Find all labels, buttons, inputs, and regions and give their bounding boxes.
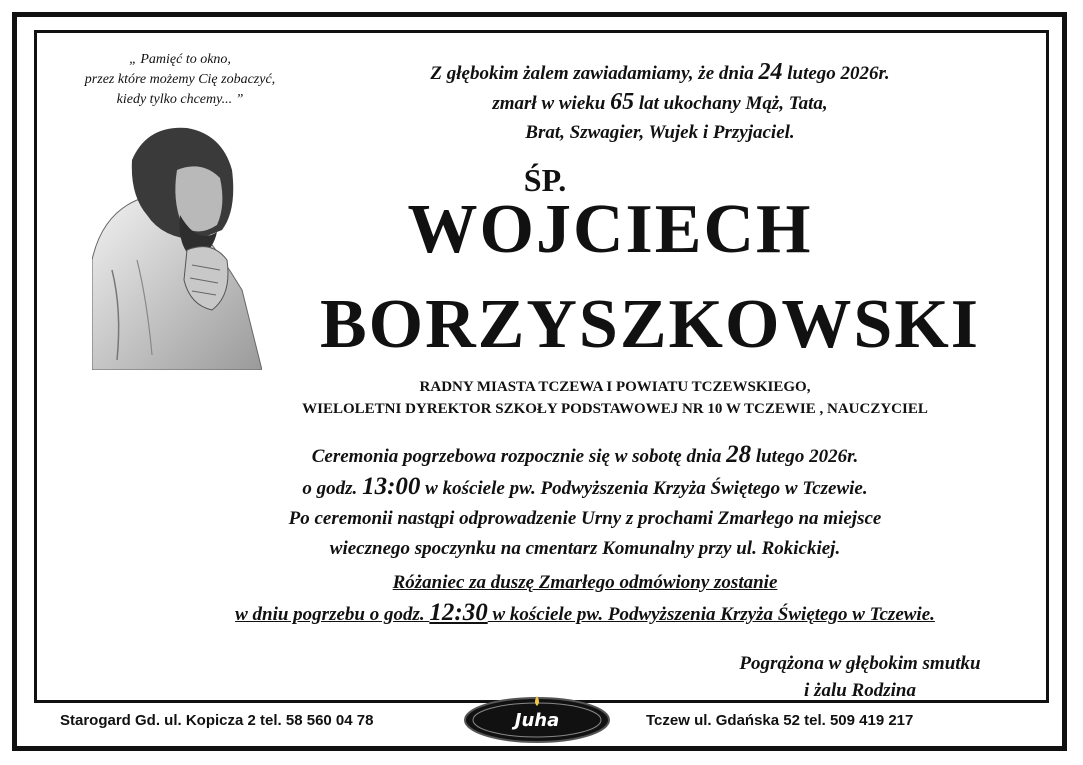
intro-text: Z głębokim żalem zawiadamiamy, że dnia <box>430 63 759 84</box>
ceremony-info <box>110 440 1060 564</box>
announcement-intro <box>300 58 1020 147</box>
rosary-line <box>110 568 1060 598</box>
family-line: i żalu Rodzina <box>804 680 916 701</box>
funeral-home-logo <box>462 692 612 744</box>
ceremony-line: Po ceremonii nastąpi odprowadzenie Urny z prochami Zmarłego na miejsce <box>288 508 882 529</box>
intro-text: lat ukochany Mąż, Tata, <box>634 93 828 114</box>
title-line: RADNY MIASTA TCZEWA I POWIATU TCZEWSKIEGO, <box>419 379 811 395</box>
rosary-text: w kościele pw. Podwyższenia Krzyża Świętego w Tczewie. <box>487 604 935 625</box>
ceremony-text: Ceremonia pogrzebowa rozpocznie się w sobotę dnia <box>311 446 727 467</box>
logo-text: Juha <box>514 710 560 731</box>
death-day: 24 <box>758 59 783 85</box>
ceremony-line <box>110 472 1060 504</box>
rosary-text: w dniu pogrzebu o godz. <box>235 604 430 625</box>
intro-line <box>300 88 1020 118</box>
rosary-info <box>110 568 1060 630</box>
intro-text: zmarł w wieku <box>492 93 611 114</box>
sp-prefix: ŚP. <box>523 162 567 198</box>
ceremony-line: wiecznego spoczynku na cmentarz Komunalny przy ul. Rokickiej. <box>329 538 841 559</box>
deceased-titles <box>180 376 1050 420</box>
family-signature <box>690 650 1030 704</box>
footer-address-right: Tczew ul. Gdańska 52 tel. 509 419 217 <box>646 712 914 729</box>
funeral-day: 28 <box>726 441 752 468</box>
rosary-time: 12:30 <box>429 599 488 626</box>
footer-address-left: Starogard Gd. ul. Kopicza 2 tel. 58 560 04 78 <box>60 712 374 729</box>
funeral-time: 13:00 <box>362 473 421 500</box>
ceremony-text: o godz. <box>302 478 363 499</box>
intro-line <box>300 58 1020 88</box>
age-value: 65 <box>610 89 635 115</box>
ceremony-text: w kościele pw. Podwyższenia Krzyża Świętego w Tczewie. <box>420 478 868 499</box>
ceremony-line <box>110 440 1060 472</box>
quote-line: „ Pamięć to okno, <box>129 52 231 67</box>
intro-line: Brat, Szwagier, Wujek i Przyjaciel. <box>525 122 795 143</box>
rosary-text: Różaniec za duszę Zmarłego odmówiony zostanie <box>392 572 778 593</box>
title-line: WIELOLETNI DYREKTOR SZKOŁY PODSTAWOWEJ NR 10 W TCZEWIE , NAUCZYCIEL <box>302 401 928 417</box>
quote-line: przez które możemy Cię zobaczyć, <box>84 72 276 87</box>
quote-line: kiedy tylko chcemy... ” <box>116 92 244 107</box>
family-line: Pogrążona w głębokim smutku <box>739 653 981 674</box>
deceased-first-name: WOJCIECH <box>407 191 813 268</box>
praying-figure-image <box>92 120 262 370</box>
rosary-line <box>110 598 1060 630</box>
deceased-last-name: BORZYSZKOWSKI <box>319 286 981 363</box>
ceremony-text: lutego 2026r. <box>751 446 859 467</box>
memorial-quote <box>50 50 310 110</box>
intro-text: lutego 2026r. <box>782 63 890 84</box>
